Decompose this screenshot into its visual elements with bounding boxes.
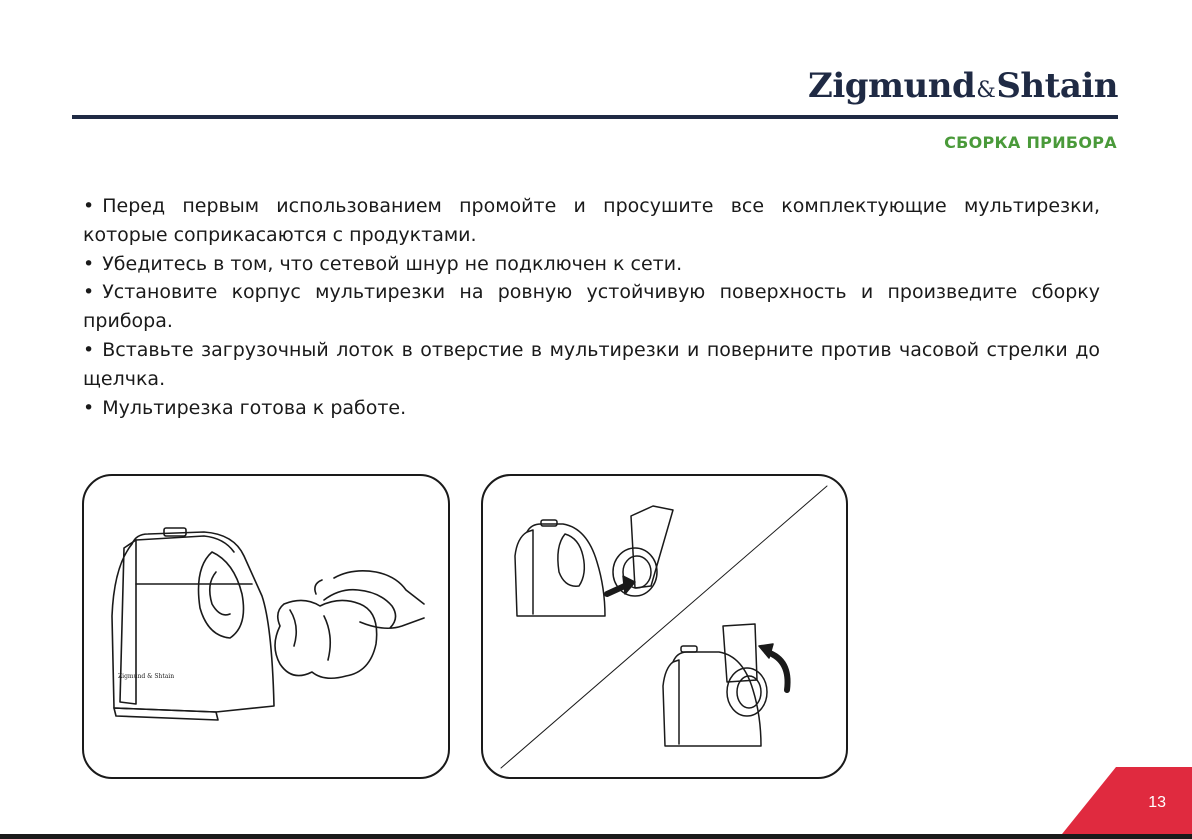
brand-ampersand: & — [976, 78, 996, 103]
instruction-item — [83, 336, 1100, 394]
instruction-text: Мультирезка готова к работе. — [102, 396, 407, 419]
brand-logo — [808, 66, 1118, 106]
bullet-mark: • — [83, 252, 95, 275]
cleaning-cloth — [275, 600, 377, 678]
instruction-text: Убедитесь в том, что сетевой шнур не подключен к сети. — [102, 252, 683, 275]
header-divider — [72, 115, 1118, 119]
illustration-cleaning — [82, 474, 450, 779]
device-opening — [199, 552, 244, 638]
device-brand-label: Zigmund & Shtain — [118, 673, 175, 680]
footer-divider — [0, 834, 1192, 839]
instruction-text: Установите корпус мультирезки на ровную устойчивую поверхность и произведите сборку прибора. — [83, 281, 1100, 333]
instruction-item — [83, 192, 1100, 250]
rotate-arrow — [767, 652, 788, 690]
page-number: 13 — [1148, 794, 1166, 811]
instruction-text: Вставьте загрузочный лоток в отверстие в мультирезки и поверните против часовой стрелки до щелчка. — [83, 338, 1100, 390]
instruction-text: Перед первым использованием промойте и просушите все комплектующие мультирезки, которые соприкасаются с продуктами. — [83, 195, 1100, 246]
device-top — [136, 536, 234, 552]
instruction-item — [83, 394, 1100, 423]
device-assembly-drawing — [483, 476, 848, 779]
device-cleaning-drawing — [84, 476, 450, 779]
corner-accent — [1058, 767, 1192, 839]
instruction-item — [83, 278, 1100, 336]
bullet-mark: • — [83, 396, 95, 419]
lower-device-body — [663, 652, 761, 746]
bullet-mark: • — [83, 195, 95, 217]
instruction-list — [83, 192, 1100, 422]
upper-device-body — [515, 524, 605, 616]
lower-drum — [723, 624, 757, 682]
upper-drum — [631, 506, 673, 588]
instruction-item — [83, 250, 1100, 279]
corner-shape — [1058, 767, 1192, 839]
brand-name-right: Shtain — [996, 66, 1118, 106]
bullet-mark: • — [83, 338, 95, 361]
brand-name-left: Zigmund — [808, 66, 976, 106]
illustration-assembly — [481, 474, 848, 779]
section-title: СБОРКА ПРИБОРА — [944, 133, 1117, 152]
bullet-mark: • — [83, 281, 95, 304]
